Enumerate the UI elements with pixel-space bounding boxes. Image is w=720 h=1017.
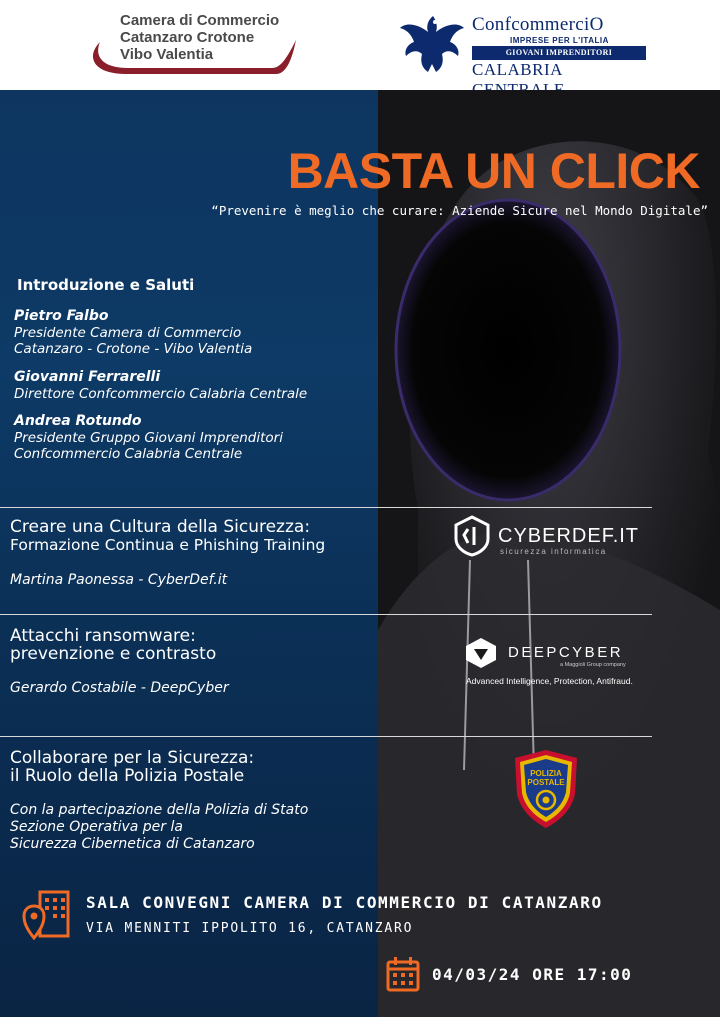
session-speaker: Martina Paonessa - CyberDef.it — [10, 572, 228, 588]
speaker-role: Catanzaro - Crotone - Vibo Valentia — [14, 341, 253, 357]
polizia-line-1: POLIZIA — [530, 769, 562, 778]
calendar-icon — [386, 956, 420, 992]
speaker-role: Presidente Gruppo Giovani Imprenditori — [14, 430, 283, 446]
session-title — [10, 627, 216, 663]
event-title: BASTA UN CLICK — [287, 143, 700, 199]
building-pin-icon — [22, 890, 72, 940]
session-speaker: Gerardo Costabile - DeepCyber — [10, 680, 229, 696]
camera-line-2: Catanzaro Crotone — [120, 29, 255, 46]
eagle-icon — [398, 10, 468, 78]
confcommercio-region: CALABRIA — [472, 60, 562, 79]
session-title — [10, 518, 325, 554]
polizia-postale-badge — [513, 748, 579, 830]
confcommercio-band: GIOVANI IMPRENDITORI — [472, 46, 646, 60]
polizia-line-2: POSTALE — [527, 778, 565, 787]
camera-line-1: Camera di Commercio — [120, 12, 280, 29]
speaker-role: Confcommercio Calabria Centrale — [14, 446, 243, 462]
speaker-block — [14, 412, 283, 462]
speaker-name: Pietro Falbo — [14, 308, 109, 324]
deepcyber-name: DEEPCYBER — [508, 644, 624, 661]
section-divider — [0, 614, 652, 615]
camera-name — [120, 12, 279, 63]
header-bar — [0, 0, 720, 90]
confcommercio-tagline: IMPRESE PER L'ITALIA — [510, 36, 609, 45]
cyberdef-name: CYBERDEF.IT — [498, 525, 640, 547]
session-title — [10, 749, 254, 785]
intro-heading: Introduzione e Saluti — [17, 276, 195, 294]
session-title-line: Collaborare per la Sicurezza: — [10, 748, 255, 768]
camera-commercio-logo — [86, 8, 306, 82]
session-title-line: Creare una Cultura della Sicurezza: — [10, 517, 311, 537]
session-description-line: Con la partecipazione della Polizia di Stato — [10, 802, 309, 818]
deepcyber-logo — [464, 632, 664, 692]
event-subtitle: “Prevenire è meglio che curare: Aziende Sicure nel Mondo Digitale” — [211, 203, 708, 218]
session-subtitle: prevenzione e contrasto — [10, 644, 217, 664]
cyberdef-tagline: sicurezza informatica — [500, 547, 607, 556]
session-description-line: Sicurezza Cibernetica di Catanzaro — [10, 836, 255, 852]
speaker-block — [14, 307, 252, 357]
cube-icon — [464, 636, 498, 670]
section-divider — [0, 507, 652, 508]
speaker-name: Giovanni Ferrarelli — [14, 369, 161, 385]
session-description — [10, 802, 308, 853]
session-subtitle: il Ruolo della Polizia Postale — [10, 766, 245, 786]
deepcyber-tagline: Advanced Intelligence, Protection, Antifraud. — [466, 676, 633, 686]
confcommercio-name: ConfcommerciO — [472, 14, 604, 35]
event-datetime: 04/03/24 ORE 17:00 — [432, 965, 633, 984]
deepcyber-group: a Maggioli Group company — [560, 662, 626, 668]
speaker-role: Presidente Camera di Commercio — [14, 325, 242, 341]
camera-line-3: Vibo Valentia — [120, 46, 214, 63]
section-divider — [0, 736, 652, 737]
confcommercio-logo — [398, 10, 654, 82]
shield-icon — [513, 748, 579, 830]
cyberdef-logo — [452, 515, 652, 559]
speaker-block — [14, 368, 307, 402]
session-description-line: Sezione Operativa per la — [10, 819, 183, 835]
session-title-line: Attacchi ransomware: — [10, 626, 196, 646]
shield-icon — [452, 515, 492, 557]
speaker-name: Andrea Rotundo — [14, 413, 142, 429]
session-subtitle: Formazione Continua e Phishing Training — [10, 536, 326, 554]
venue-name: SALA CONVEGNI CAMERA DI COMMERCIO DI CATANZARO — [86, 893, 603, 912]
venue-address: VIA MENNITI IPPOLITO 16, CATANZARO — [86, 921, 414, 936]
speaker-role: Direttore Confcommercio Calabria Centrale — [14, 386, 308, 402]
